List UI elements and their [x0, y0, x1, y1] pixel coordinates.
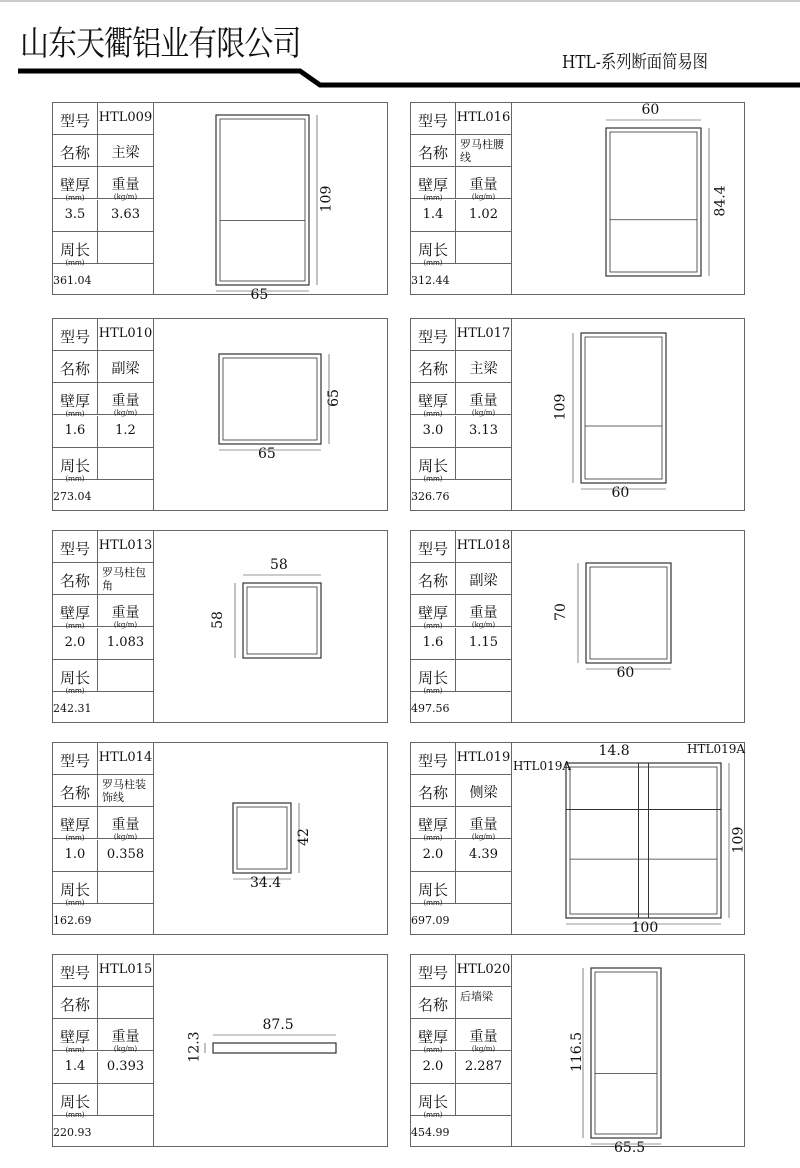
- perimeter-value: 220.93: [53, 1125, 92, 1139]
- page-subtitle: HTL-系列断面简易图: [562, 52, 708, 73]
- thickness-value: 1.4: [422, 206, 444, 222]
- label-text: 名称: [417, 360, 448, 379]
- profile-card: [410, 742, 745, 935]
- value-text: 罗马柱包角: [102, 566, 146, 593]
- profile-section-drawing: [53, 319, 389, 512]
- unit-text: (kg/m): [471, 193, 496, 202]
- profile-section-drawing: [53, 103, 389, 296]
- value-text: 主梁: [111, 145, 140, 162]
- dimension-height: 116.5: [569, 1031, 586, 1073]
- weight-label: 重量: [469, 1029, 498, 1046]
- perimeter-value: 242.31: [53, 701, 92, 715]
- dimension-width: 60: [641, 102, 660, 118]
- unit-text: (mm): [423, 258, 443, 267]
- thickness-value: 2.0: [64, 634, 86, 650]
- value-text: 罗马柱装饰线: [102, 778, 146, 805]
- unit-text: (mm): [65, 898, 85, 907]
- unit-text: (mm): [65, 194, 85, 203]
- label-text: 型号: [417, 964, 448, 982]
- unit-text: (kg/m): [471, 409, 496, 418]
- profile-outline: [586, 563, 671, 663]
- label-text: 周长: [417, 240, 448, 259]
- dimension-height: 84.4: [712, 185, 729, 217]
- label-text: 名称: [417, 144, 448, 163]
- unit-text: (mm): [65, 622, 85, 631]
- label-text: 型号: [417, 752, 448, 770]
- thickness-value: 3.5: [64, 206, 86, 222]
- value-text: HTL009: [98, 110, 153, 125]
- value-text: 副梁: [111, 361, 140, 378]
- thickness-value: 1.6: [64, 422, 86, 438]
- profile-section-drawing: [411, 531, 746, 724]
- thickness-value: 1.4: [64, 1058, 86, 1074]
- unit-text: (mm): [423, 686, 443, 695]
- value-text: 1.15: [469, 634, 498, 650]
- label-text: 周长: [59, 1092, 90, 1111]
- profile-outline: [219, 354, 321, 444]
- value-text: 罗马柱腰线: [460, 138, 504, 165]
- value-text: HTL016: [456, 110, 511, 125]
- profile-outline: [581, 333, 666, 483]
- weight-label: 重量: [469, 177, 498, 194]
- unit-text: (mm): [65, 258, 85, 267]
- profile-card: [410, 530, 745, 723]
- label-text: 壁厚: [59, 604, 90, 623]
- value-text: HTL013: [98, 538, 153, 553]
- profile-section-drawing: [411, 743, 746, 936]
- profile-card: [410, 102, 745, 295]
- dimension-width: 60: [616, 665, 635, 681]
- perimeter-value: 697.09: [411, 913, 450, 927]
- label-text: 型号: [59, 328, 90, 346]
- profile-outline: [591, 968, 661, 1138]
- unit-text: (kg/m): [113, 193, 138, 202]
- dimension-width: 65: [258, 446, 276, 462]
- label-text: 型号: [417, 328, 448, 346]
- label-text: 名称: [417, 784, 448, 803]
- value-text: HTL019: [456, 750, 511, 765]
- perimeter-value: 497.56: [411, 701, 450, 715]
- dimension-width: 60: [611, 485, 630, 501]
- dimension-width: 65: [250, 287, 269, 303]
- label-text: 名称: [417, 572, 448, 591]
- dimension-width: 100: [631, 920, 659, 936]
- value-text: 1.083: [106, 634, 145, 650]
- unit-text: (kg/m): [113, 621, 138, 630]
- value-text: 后墙梁: [460, 990, 493, 1004]
- unit-text: (mm): [423, 474, 443, 483]
- label-text: 周长: [59, 880, 90, 899]
- label-text: 壁厚: [417, 1028, 448, 1047]
- profile-card: [410, 954, 745, 1156]
- unit-text: (kg/m): [113, 1045, 138, 1054]
- label-text: 壁厚: [59, 816, 90, 835]
- label-text: 壁厚: [417, 176, 448, 195]
- profile-outline: [566, 763, 721, 918]
- dimension-width: 87.5: [262, 1017, 294, 1033]
- value-text: 1.2: [115, 422, 136, 438]
- label-text: 型号: [59, 964, 90, 982]
- profile-card: [410, 318, 745, 511]
- unit-text: (mm): [65, 410, 85, 419]
- value-text: HTL020: [456, 962, 511, 977]
- unit-text: (kg/m): [471, 833, 496, 842]
- unit-text: (kg/m): [471, 621, 496, 630]
- perimeter-value: 454.99: [411, 1125, 450, 1139]
- value-text: 1.02: [469, 206, 498, 222]
- label-text: 名称: [59, 996, 90, 1015]
- dimension-height: 12.3: [186, 1031, 203, 1063]
- thickness-value: 2.0: [422, 1058, 444, 1074]
- value-text: HTL014: [98, 750, 153, 765]
- value-text: 2.287: [464, 1058, 503, 1074]
- unit-text: (kg/m): [113, 409, 138, 418]
- weight-label: 重量: [111, 177, 140, 194]
- dimension-width: 34.4: [250, 875, 282, 891]
- label-text: 型号: [417, 112, 448, 130]
- profile-outline: [213, 1043, 336, 1053]
- value-text: HTL010: [98, 326, 153, 341]
- perimeter-value: 162.69: [53, 913, 92, 927]
- label-text: 名称: [59, 360, 90, 379]
- thickness-value: 3.0: [422, 422, 444, 438]
- unit-text: (mm): [423, 194, 443, 203]
- perimeter-value: 326.76: [411, 489, 450, 503]
- value-text: 副梁: [469, 573, 498, 590]
- label-text: 名称: [59, 144, 90, 163]
- dimension-height: 109: [318, 185, 335, 213]
- label-text: 壁厚: [59, 392, 90, 411]
- weight-label: 重量: [111, 817, 140, 834]
- dimension-height: 65: [325, 389, 342, 407]
- value-text: 0.393: [106, 1058, 145, 1074]
- profile-card: [52, 742, 388, 935]
- unit-text: (mm): [423, 410, 443, 419]
- label-text: 周长: [417, 880, 448, 899]
- weight-label: 重量: [111, 605, 140, 622]
- unit-text: (mm): [65, 1110, 85, 1119]
- profile-outline: [606, 128, 701, 276]
- label-text: 周长: [417, 668, 448, 687]
- perimeter-value: 273.04: [53, 489, 92, 503]
- callout-label: HTL019A: [687, 742, 746, 756]
- label-text: 型号: [59, 112, 90, 130]
- value-text: 主梁: [469, 361, 498, 378]
- label-text: 型号: [59, 540, 90, 558]
- dimension-width: 58: [270, 557, 288, 573]
- label-text: 名称: [417, 996, 448, 1015]
- weight-label: 重量: [469, 605, 498, 622]
- value-text: 4.39: [469, 846, 498, 862]
- profile-outline: [243, 583, 321, 658]
- label-text: 壁厚: [417, 604, 448, 623]
- value-text: 0.358: [106, 846, 145, 862]
- dimension-height: 109: [552, 393, 569, 421]
- weight-label: 重量: [111, 1029, 140, 1046]
- value-text: 3.13: [469, 422, 498, 438]
- label-text: 周长: [59, 240, 90, 259]
- perimeter-value: 361.04: [53, 273, 92, 287]
- unit-text: (mm): [65, 1046, 85, 1055]
- unit-text: (mm): [65, 474, 85, 483]
- label-text: 名称: [59, 572, 90, 591]
- dimension-height: 70: [552, 603, 569, 621]
- label-text: 壁厚: [417, 392, 448, 411]
- dimension-gap: 14.8: [598, 743, 630, 759]
- callout-label: HTL019A: [513, 759, 572, 773]
- profile-section-drawing: [53, 955, 389, 1148]
- company-name: 山东天衢铝业有限公司: [20, 24, 301, 64]
- header-rule: [0, 2, 800, 102]
- weight-label: 重量: [469, 393, 498, 410]
- label-text: 周长: [417, 1092, 448, 1111]
- value-text: HTL017: [456, 326, 511, 341]
- dimension-width: 65.5: [614, 1140, 646, 1156]
- unit-text: (mm): [423, 1046, 443, 1055]
- profile-card: [52, 530, 388, 723]
- label-text: 壁厚: [59, 176, 90, 195]
- value-text: 3.63: [111, 206, 140, 222]
- profile-section-drawing: [53, 743, 389, 936]
- dimension-height: 109: [730, 826, 747, 853]
- unit-text: (mm): [423, 1110, 443, 1119]
- unit-text: (mm): [423, 898, 443, 907]
- profile-card: [52, 102, 388, 303]
- thickness-value: 2.0: [422, 846, 444, 862]
- unit-text: (mm): [65, 834, 85, 843]
- unit-text: (mm): [423, 622, 443, 631]
- label-text: 型号: [59, 752, 90, 770]
- weight-label: 重量: [111, 393, 140, 410]
- unit-text: (mm): [423, 834, 443, 843]
- profile-card: [52, 954, 388, 1147]
- value-text: 侧梁: [469, 785, 498, 802]
- profile-outline: [233, 803, 291, 873]
- label-text: 周长: [59, 456, 90, 475]
- value-text: HTL015: [98, 962, 153, 977]
- weight-label: 重量: [469, 817, 498, 834]
- profile-section-drawing: [411, 103, 746, 296]
- profile-section-drawing: [411, 319, 746, 512]
- unit-text: (kg/m): [113, 833, 138, 842]
- label-text: 周长: [417, 456, 448, 475]
- thickness-value: 1.6: [422, 634, 444, 650]
- unit-text: (mm): [65, 686, 85, 695]
- label-text: 壁厚: [417, 816, 448, 835]
- profile-outline: [216, 115, 309, 285]
- value-text: HTL018: [456, 538, 511, 553]
- label-text: 名称: [59, 784, 90, 803]
- label-text: 壁厚: [59, 1028, 90, 1047]
- label-text: 周长: [59, 668, 90, 687]
- perimeter-value: 312.44: [411, 273, 450, 287]
- unit-text: (kg/m): [471, 1045, 496, 1054]
- profile-card: [52, 318, 388, 511]
- dimension-height: 42: [295, 828, 312, 846]
- label-text: 型号: [417, 540, 448, 558]
- dimension-height: 58: [209, 610, 226, 629]
- thickness-value: 1.0: [64, 846, 86, 862]
